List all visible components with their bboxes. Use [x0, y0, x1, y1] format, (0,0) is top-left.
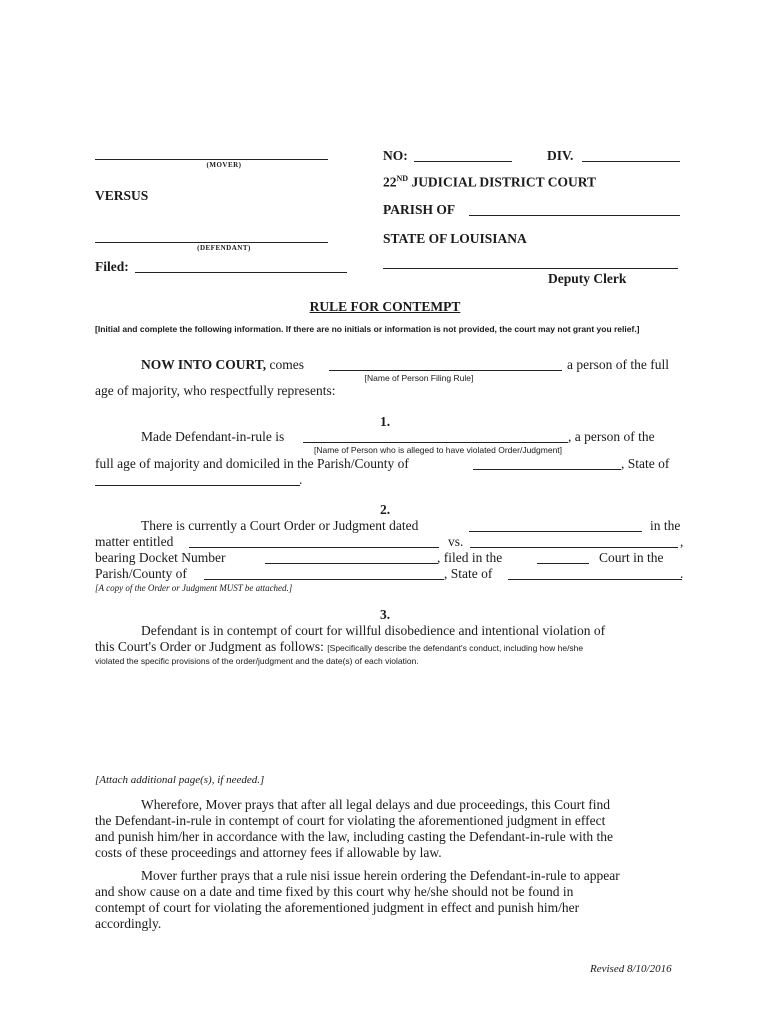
s3-text-a: Defendant is in contempt of court for willful disobedience and intentional violation of [141, 623, 606, 638]
wherefore-line-2: the Defendant-in-rule in contempt of court for violating the aforementioned judgment in effect [95, 813, 606, 828]
docket-number-line[interactable] [265, 563, 438, 564]
court-name-text: JUDICIAL DISTRICT COURT [411, 174, 597, 190]
s3-hint2: violated the specific provisions of the order/judgment and the date(s) of each violation. [95, 656, 419, 666]
wherefore-line-1: Wherefore, Mover prays that after all legal delays and due proceedings, this Court find [141, 797, 610, 812]
wherefore-line-4: costs of these proceedings and attorney fees if allowable by law. [95, 845, 442, 860]
intro-after: a person of the full [567, 357, 669, 372]
intro-line [141, 357, 304, 373]
s3-hint1: [Specifically describe the defendant's conduct, including how he/she [327, 643, 584, 653]
attach-pages-note: [Attach additional page(s), if needed.] [95, 774, 265, 786]
court-name [383, 174, 596, 191]
filed-label: Filed: [95, 259, 129, 274]
mover-label: (MOVER) [206, 161, 242, 169]
versus-label: VERSUS [95, 188, 149, 203]
s2-text-c: matter entitled [95, 534, 174, 549]
s2-vs: vs. [448, 534, 464, 549]
s2-text-h: , State of [444, 566, 493, 581]
filer-name-hint: [Name of Person Filing Rule] [364, 373, 474, 383]
section-1-number: 1. [379, 414, 391, 429]
filer-name-line[interactable] [329, 370, 562, 371]
parish-label: PARISH OF [383, 202, 456, 217]
defendant-label: (DEFENDANT) [197, 244, 251, 252]
s2-text-a: There is currently a Court Order or Judgment dated [141, 518, 419, 533]
s1-text-b: , a person of the [568, 429, 655, 444]
s3-lead: this Court's Order or Judgment as follows: [95, 639, 324, 654]
revised-date: Revised 8/10/2016 [590, 963, 672, 975]
further-line-4: accordingly. [95, 916, 162, 931]
intro-lead: NOW INTO COURT, [141, 357, 267, 372]
no-line[interactable] [414, 161, 512, 162]
state-label: STATE OF LOUISIANA [383, 231, 527, 246]
matter-party2-line[interactable] [470, 547, 678, 548]
div-label: DIV. [547, 148, 574, 163]
filed-line[interactable] [135, 272, 347, 273]
no-label: NO: [383, 148, 408, 163]
document-title: RULE FOR CONTEMPT [309, 299, 461, 314]
s1-text-c: full age of majority and domiciled in the Parish/County of [95, 456, 409, 471]
s3-text-b [95, 639, 583, 655]
s2-text-i: . [680, 566, 684, 581]
section-3-number: 3. [379, 607, 391, 622]
domicile-state-line[interactable] [95, 485, 300, 486]
domicile-parish-line[interactable] [473, 469, 621, 470]
defendant-name-hint: [Name of Person who is alleged to have violated Order/Judgment] [313, 445, 563, 455]
court-number: 22 [383, 174, 397, 190]
s1-text-d: , State of [621, 456, 670, 471]
mover-line[interactable] [95, 159, 328, 160]
matter-party1-line[interactable] [189, 547, 439, 548]
intro-line2: age of majority, who respectfully represents: [95, 383, 336, 398]
further-line-3: contempt of court for violating the aforementioned judgment in effect and punish him/her [95, 900, 580, 915]
s2-text-b: in the [650, 518, 681, 533]
defendant-name-line[interactable] [303, 442, 568, 443]
wherefore-line-3: and punish him/her in accordance with the law, including casting the Defendant-in-rule with the [95, 829, 613, 844]
s2-text-g: Parish/County of [95, 566, 187, 581]
deputy-clerk-line[interactable] [383, 268, 678, 269]
section-2-number: 2. [379, 502, 391, 517]
court-suffix: ND [396, 174, 409, 183]
s2-comma: , [680, 534, 684, 549]
div-line[interactable] [582, 161, 680, 162]
court-state-line[interactable] [508, 579, 682, 580]
further-line-2: and show cause on a date and time fixed by this court why he/she should not be found in [95, 884, 574, 899]
s1-text-a: Made Defendant-in-rule is [141, 429, 285, 444]
s1-text-e: . [299, 472, 303, 487]
court-parish-line[interactable] [204, 579, 444, 580]
s2-text-e: , filed in the [437, 550, 503, 565]
intro-comes: comes [269, 357, 305, 372]
attach-order-note: [A copy of the Order or Judgment MUST be attached.] [95, 583, 293, 593]
filing-court-line[interactable] [537, 563, 589, 564]
instructions: [Initial and complete the following information. If there are no initials or information is not provided, the court may not grant you relief.] [95, 324, 640, 334]
further-line-1: Mover further prays that a rule nisi issue herein ordering the Defendant-in-rule to appear [141, 868, 620, 883]
defendant-line[interactable] [95, 242, 328, 243]
s2-text-f: Court in the [599, 550, 664, 565]
s2-text-d: bearing Docket Number [95, 550, 226, 565]
deputy-clerk-label: Deputy Clerk [548, 271, 627, 286]
parish-line[interactable] [469, 215, 680, 216]
judgment-date-line[interactable] [469, 531, 642, 532]
